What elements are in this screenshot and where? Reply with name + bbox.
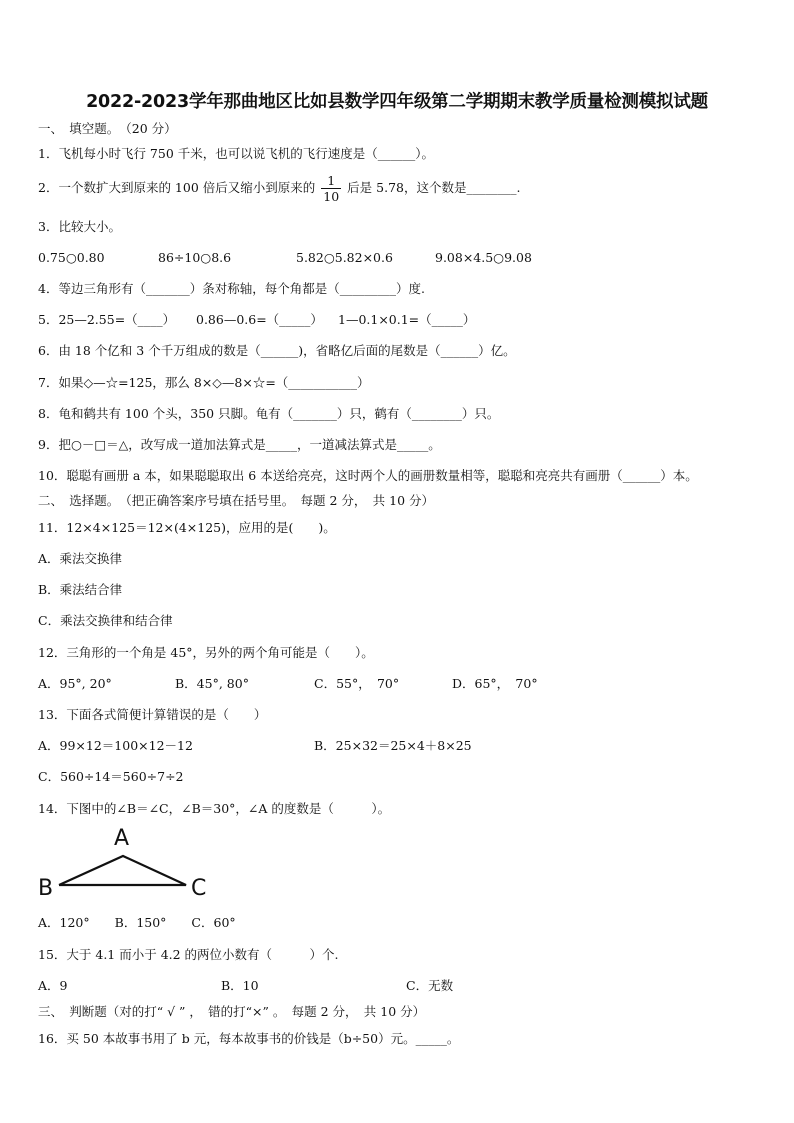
- page-title: 2022-2023学年那曲地区比如县数学四年级第二学期期末教学质量检测模拟试题: [86, 92, 708, 112]
- question-15-option-a: A．9: [38, 978, 68, 993]
- section-heading-fill-blank: 一、 填空题。 （20 分）: [38, 121, 177, 136]
- question-4: 4．等边三角形有（_______）条对称轴，每个角都是（_________）度.: [38, 281, 425, 296]
- vertex-label-c: C: [191, 876, 207, 901]
- question-11-option-c: C．乘法交换律和结合律: [38, 613, 173, 628]
- question-12-stem: 12．三角形的一个角是 45°，另外的两个角可能是（ ）。: [38, 645, 374, 660]
- section-heading-judge: 三、 判断题（对的打“ √ ” ， 错的打“×” 。 每题 2 分， 共 10 分）: [38, 1004, 426, 1019]
- compare-item-4: 9.08×4.5○9.08: [435, 250, 532, 265]
- fraction: [321, 173, 341, 204]
- question-15-option-b: B．10: [221, 978, 259, 993]
- question-2: [38, 173, 520, 204]
- question-13-option-b: B．25×32＝25×4＋8×25: [314, 738, 472, 753]
- vertex-label-b: B: [38, 876, 54, 901]
- question-12-option-d: D．65°， 70°: [452, 676, 538, 691]
- compare-item-3: 5.82○5.82×0.6: [296, 250, 393, 265]
- fraction-numerator: 1: [321, 173, 341, 189]
- question-2-text-after: 后是 5.78，这个数是________.: [347, 180, 521, 195]
- question-12-option-b: B．45°, 80°: [175, 676, 249, 691]
- question-3-stem: 3．比较大小。: [38, 219, 121, 234]
- question-12-option-c: C．55°， 70°: [314, 676, 400, 691]
- question-16: 16．买 50 本故事书用了 b 元，每本故事书的价钱是（b÷50）元。_____。: [38, 1031, 460, 1046]
- question-14-stem: 14．下图中的∠B＝∠C，∠B＝30°，∠A 的度数是（ ）。: [38, 801, 391, 816]
- question-15-option-c: C．无数: [406, 978, 454, 993]
- triangle-shape: [59, 856, 186, 885]
- question-6: 6．由 18 个亿和 3 个千万组成的数是（______)，省略亿后面的尾数是（______）亿。: [38, 343, 516, 358]
- question-11-stem: 11．12×4×125＝12×(4×125)，应用的是( )。: [38, 520, 336, 535]
- question-7: 7．如果◇—☆=125，那么 8×◇—8×☆=（___________）: [38, 375, 370, 390]
- question-9: 9．把○－□＝△，改写成一道加法算式是_____，一道减法算式是_____。: [38, 437, 441, 452]
- question-2-text-before: 2．一个数扩大到原来的 100 倍后又缩小到原来的: [38, 180, 316, 195]
- section-heading-choice: 二、 选择题。 （把正确答案序号填在括号里。 每题 2 分， 共 10 分）: [38, 493, 435, 508]
- question-13-option-a: A．99×12＝100×12－12: [38, 738, 193, 753]
- question-5-part-a: 5．25—2.55=（____）: [38, 312, 176, 327]
- question-14-options: A．120° B．150° C．60°: [38, 915, 236, 930]
- question-13-option-c: C．560÷14＝560÷7÷2: [38, 769, 184, 784]
- question-1: 1．飞机每小时飞行 750 千米，也可以说飞机的飞行速度是（______）。: [38, 146, 435, 161]
- question-15-stem: 15．大于 4.1 而小于 4.2 的两位小数有（ ）个.: [38, 947, 339, 962]
- compare-item-1: 0.75○0.80: [38, 250, 105, 265]
- question-12-option-a: A．95°, 20°: [38, 676, 112, 691]
- question-8: 8．龟和鹤共有 100 个头，350 只脚。龟有（_______）只，鹤有（________）只。: [38, 406, 500, 421]
- question-11-option-a: A．乘法交换律: [38, 551, 123, 566]
- fraction-denominator: 10: [323, 189, 340, 204]
- vertex-label-a: A: [114, 826, 130, 851]
- question-11-option-b: B．乘法结合律: [38, 582, 123, 597]
- question-5-part-c: 1—0.1×0.1=（_____）: [338, 312, 476, 327]
- question-10: 10．聪聪有画册 a 本，如果聪聪取出 6 本送给亮亮，这时两个人的画册数量相等，聪聪和亮亮共有画册（______）本。: [38, 468, 698, 483]
- triangle-figure: [36, 826, 216, 906]
- question-5-part-b: 0.86—0.6=（_____）: [196, 312, 323, 327]
- question-13-stem: 13．下面各式简便计算错误的是（ ）: [38, 707, 267, 722]
- compare-item-2: 86÷10○8.6: [158, 250, 232, 265]
